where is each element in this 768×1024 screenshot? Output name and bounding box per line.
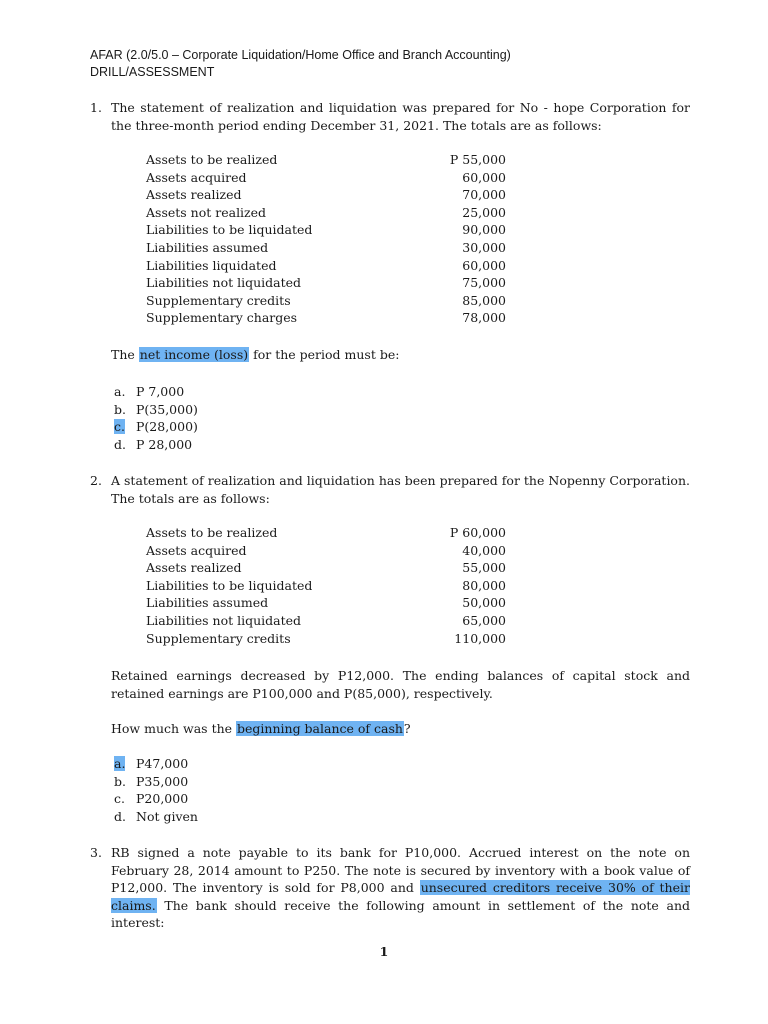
highlight-unsecured-creditors: unsecured creditors receive 30% of their claims. — [111, 880, 690, 913]
q1-prompt — [111, 346, 399, 364]
choice-letter-highlighted — [114, 418, 136, 436]
paragraph-text: Retained earnings decreased by P12,000. The ending balances of capital stock and retained earnings are P100,000 and P(85,000), respectively. — [111, 668, 690, 701]
question-2 — [90, 472, 690, 507]
row-value: P 60,000 — [449, 525, 506, 540]
choice-a[interactable] — [114, 383, 198, 401]
table-row — [146, 257, 506, 275]
choice-text: P20,000 — [136, 791, 189, 807]
q1-totals-table — [146, 151, 506, 327]
prompt-text: The — [111, 347, 139, 362]
choice-text: P47,000 — [136, 756, 189, 771]
row-label: Liabilities assumed — [146, 239, 269, 255]
table-row — [146, 594, 506, 612]
choice-b[interactable] — [114, 773, 198, 791]
question-3 — [90, 844, 690, 932]
choice-letter: b. — [114, 401, 126, 417]
highlighted-letter: c. — [114, 419, 125, 435]
document-header — [90, 47, 511, 81]
table-row — [146, 274, 506, 292]
row-value: 30,000 — [462, 239, 506, 255]
choice-letter: d. — [114, 808, 126, 824]
choice-text: Not given — [136, 808, 198, 824]
row-value: 90,000 — [462, 222, 506, 238]
question-number: 1. — [90, 100, 102, 115]
choice-text: P(28,000) — [136, 419, 198, 435]
highlight-beginning-cash: beginning balance of cash — [237, 721, 403, 736]
row-value: 55,000 — [462, 560, 506, 576]
choice-c[interactable] — [114, 418, 198, 436]
question-text: The statement of realization and liquidation was prepared for No - hope Corporation for the three-month period ending December 31, 2021. The totals are as follows: — [111, 100, 690, 133]
row-label: Supplementary credits — [146, 292, 291, 308]
q2-paragraph — [111, 667, 690, 702]
table-row — [146, 559, 506, 577]
row-label: Assets realized — [146, 187, 242, 203]
row-label: Assets not realized — [146, 204, 267, 220]
prompt-text: for the period must be: — [249, 347, 400, 362]
row-label: Supplementary credits — [146, 630, 291, 646]
table-row — [146, 239, 506, 257]
table-row — [146, 221, 506, 239]
row-value: 25,000 — [462, 204, 506, 220]
choice-d[interactable] — [114, 808, 198, 826]
question-text: A statement of realization and liquidation has been prepared for the Nopenny Corporation. The totals are as follows: — [111, 473, 690, 506]
highlighted-letter: a. — [114, 756, 126, 771]
page-number: 1 — [379, 944, 389, 959]
row-label: Assets to be realized — [146, 152, 278, 167]
choice-a[interactable] — [114, 755, 198, 773]
choice-letter: c. — [114, 791, 125, 807]
table-row — [146, 169, 506, 187]
choice-c[interactable] — [114, 790, 198, 808]
row-label: Liabilities liquidated — [146, 257, 277, 273]
question-number: 3. — [90, 845, 102, 860]
highlight-net-income: net income (loss) — [139, 347, 249, 362]
row-value: 85,000 — [462, 292, 506, 308]
row-label: Assets to be realized — [146, 525, 278, 540]
table-row — [146, 542, 506, 560]
row-value: 80,000 — [462, 577, 506, 593]
table-row — [146, 309, 506, 327]
choice-text: P 28,000 — [136, 436, 193, 452]
question-text-part: RB signed a note payable to its bank for P10,000. Accrued interest on the note on February 28, 2014 amount to P250. The note is secured by inventory with a book value of P12,000. The inventory is sold for P8,000 and — [111, 845, 690, 896]
row-label: Liabilities not liquidated — [146, 612, 302, 628]
table-row — [146, 292, 506, 310]
question-1 — [90, 99, 690, 134]
q2-prompt — [111, 720, 411, 738]
q2-totals-table — [146, 524, 506, 647]
course-title: AFAR (2.0/5.0 – Corporate Liquidation/Home Office and Branch Accounting) — [90, 48, 511, 62]
table-row — [146, 151, 506, 169]
choice-d[interactable] — [114, 436, 198, 454]
row-label: Assets realized — [146, 560, 242, 576]
question-number: 2. — [90, 473, 102, 488]
row-label: Liabilities to be liquidated — [146, 222, 313, 238]
row-label: Assets acquired — [146, 169, 247, 185]
question-text — [111, 844, 690, 932]
table-row — [146, 204, 506, 222]
row-label: Supplementary charges — [146, 310, 298, 326]
row-value: 60,000 — [462, 169, 506, 185]
row-value: 70,000 — [462, 187, 506, 203]
row-label: Liabilities to be liquidated — [146, 577, 313, 593]
choice-text: P(35,000) — [136, 401, 198, 417]
table-row — [146, 630, 506, 648]
table-row — [146, 524, 506, 542]
row-value: 78,000 — [462, 310, 506, 326]
prompt-text: ? — [403, 721, 411, 736]
choice-letter: b. — [114, 773, 126, 789]
row-label: Liabilities not liquidated — [146, 275, 302, 291]
row-value: 75,000 — [462, 275, 506, 291]
choice-text: P35,000 — [136, 773, 189, 789]
choice-b[interactable] — [114, 401, 198, 419]
row-label: Assets acquired — [146, 542, 247, 558]
table-row — [146, 612, 506, 630]
question-text-part: The bank should receive the following amount in settlement of the note and interest: — [111, 897, 690, 931]
choice-letter: a. — [114, 384, 126, 399]
row-value: 60,000 — [462, 257, 506, 273]
row-value: 65,000 — [462, 612, 506, 628]
choice-letter: d. — [114, 436, 126, 452]
table-row — [146, 577, 506, 595]
row-value: 50,000 — [462, 595, 506, 611]
section-title: DRILL/ASSESSMENT — [90, 65, 215, 79]
table-row — [146, 186, 506, 204]
q1-choices — [114, 383, 198, 453]
choice-letter-highlighted — [114, 755, 136, 773]
prompt-text: How much was the — [111, 721, 237, 736]
row-value: P 55,000 — [449, 152, 506, 167]
row-value: 110,000 — [454, 630, 506, 646]
row-label: Liabilities assumed — [146, 595, 269, 611]
q2-choices — [114, 755, 198, 825]
choice-text: P 7,000 — [136, 384, 185, 399]
row-value: 40,000 — [462, 542, 506, 558]
